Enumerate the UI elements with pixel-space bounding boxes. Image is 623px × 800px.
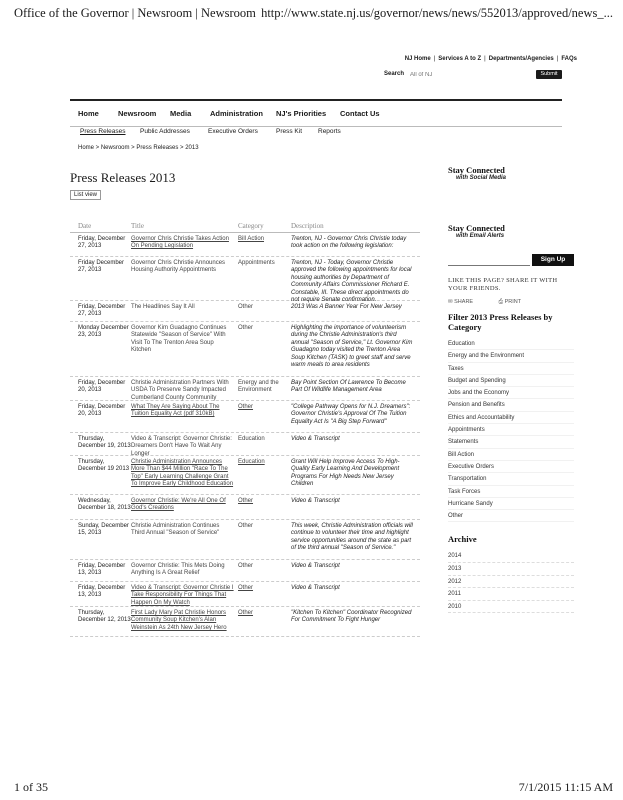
row-category[interactable]: Appointments	[238, 260, 275, 266]
row-title-link[interactable]: Video & Transcript: Governor Christie: Dreamers Don't Have To Wait Any Longer	[131, 436, 232, 457]
utility-separator: |	[556, 56, 559, 62]
row-description: Bay Point Section Of Lawrence To Become Part Of Wildlife Management Area	[291, 380, 406, 394]
table-row	[70, 301, 420, 322]
row-category[interactable]: Other	[238, 610, 254, 616]
subnav-public-addresses[interactable]: Public Addresses	[140, 128, 190, 135]
utility-link-services[interactable]: Services A to Z	[438, 56, 482, 62]
print-page-url: http://www.state.nj.us/governor/news/news/552013/approved/news_...	[261, 6, 613, 20]
row-date: Friday, December 20, 2013	[78, 404, 126, 418]
filter-title: Filter 2013 Press Releases by Category	[448, 312, 553, 332]
email-field[interactable]	[448, 253, 530, 266]
row-category[interactable]: Energy and the Environment	[238, 380, 279, 394]
row-description: This week, Christie Administration officials will continue to volunteer their time and highlight service opportunities around the state as part of the third annual "Season of Service."	[291, 523, 413, 552]
stay-connected-social-subtitle: with Social Media	[456, 175, 507, 181]
share-row	[448, 299, 574, 306]
filter-category-link[interactable]: Transportation	[448, 473, 574, 485]
print-page-title: Office of the Governor | Newsroom | Newsroom	[14, 6, 256, 20]
row-category[interactable]: Other	[238, 304, 254, 310]
row-date: Friday, December 27, 2013	[78, 304, 126, 318]
email-signup	[448, 253, 574, 267]
table-row	[70, 560, 420, 582]
table-row	[70, 495, 420, 520]
table-row	[70, 322, 420, 377]
breadcrumb[interactable]: Home > Newsroom > Press Releases > 2013	[78, 145, 199, 151]
filter-category-link[interactable]: Statements	[448, 436, 574, 448]
row-title-link[interactable]: Governor Chris Christie Announces Housing Authority Appointments	[131, 260, 226, 274]
filter-category-link[interactable]: Jobs and the Economy	[448, 387, 574, 399]
stay-connected-social-title: Stay Connected	[448, 165, 505, 175]
press-releases-table	[70, 221, 420, 637]
share-label: SHARE	[454, 299, 474, 305]
row-description: Trenton, NJ - Governor Chris Christie today took action on the following legislation:	[291, 236, 407, 250]
search-input[interactable]	[410, 70, 506, 79]
utility-separator: |	[484, 56, 486, 62]
header-date: Date	[78, 222, 92, 230]
table-row	[70, 520, 420, 560]
row-description: Trenton, NJ - Today, Governor Christie approved the following appointments for local housing authorities by Department of Community Affairs Commissioner Richard E. Constable, III. These direct appointments do not require Senate confirmation.	[291, 260, 412, 304]
utility-link-departments[interactable]: Departments/Agencies	[488, 56, 554, 62]
filter-category-link[interactable]: Pension and Benefits	[448, 399, 574, 411]
utility-link-nj-home[interactable]: NJ Home	[404, 56, 431, 62]
row-category[interactable]: Other	[238, 585, 254, 591]
archive-title: Archive	[448, 534, 477, 545]
subnav-reports[interactable]: Reports	[318, 128, 341, 135]
row-description: Highlighting the importance of volunteerism during the Christie Administration's third annual "Season of Service," Lt. Governor Kim Guadagno today visited the Trenton Area Soup Kitchen (TASK) to greet staff and serve warm meals to area residents	[291, 325, 413, 369]
page-title: Press Releases 2013	[70, 170, 176, 185]
row-date: Thursday, December 19, 2013	[78, 436, 131, 450]
filter-category-link[interactable]: Budget and Spending	[448, 375, 574, 387]
header-description: Description	[291, 222, 324, 230]
row-title-link[interactable]: First Lady Mary Pat Christie Honors Community Soup Kitchen's Alan Weinstein As 24th New Jersey Hero	[131, 610, 227, 631]
sub-nav	[70, 128, 562, 138]
header-category: Category	[238, 222, 264, 230]
print-button[interactable]: ⎙ PRINT	[498, 299, 522, 305]
row-title-link[interactable]: Governor Christie: This Mets Doing Anything Is A Great Relief	[131, 563, 225, 577]
row-title-link[interactable]: What They Are Saying About The Tuition Equality Act (pdf 310kB)	[131, 404, 220, 418]
nav-newsroom[interactable]: Newsroom	[118, 109, 157, 118]
print-datetime: 7/1/2015 11:15 AM	[518, 780, 613, 794]
row-category[interactable]: Bill Action	[238, 236, 265, 242]
row-category[interactable]: Other	[238, 563, 254, 569]
row-description: Video & Transcript	[291, 436, 340, 442]
archive-year-link[interactable]: 2013	[448, 563, 574, 576]
utility-nav	[405, 56, 577, 62]
nav-home[interactable]: Home	[78, 109, 99, 118]
row-title-link[interactable]: Governor Christie: We're All One Of God's Creations	[131, 498, 226, 512]
table-body	[70, 233, 420, 637]
row-date: Wednesday, December 18, 2013	[78, 498, 131, 512]
archive-year-link[interactable]: 2011	[448, 588, 574, 601]
stay-connected-email-subtitle: with Email Alerts	[456, 233, 505, 239]
row-description: "Kitchen To Kitchen" Coordinator Recognized For Commitment To Fight Hunger	[291, 610, 412, 624]
row-date: Friday, December 13, 2013	[78, 585, 126, 599]
row-date: Friday, December 27, 2013	[78, 236, 126, 250]
nav-contact-us[interactable]: Contact Us	[340, 109, 380, 118]
table-row	[70, 377, 420, 401]
sidebar	[448, 165, 574, 613]
sign-up-button[interactable]: Sign Up	[532, 254, 574, 266]
row-category[interactable]: Other	[238, 498, 254, 504]
utility-link-faqs[interactable]: FAQs	[561, 56, 577, 62]
filter-category-link[interactable]: Energy and the Environment	[448, 350, 574, 362]
print-footer	[14, 780, 613, 794]
table-header	[70, 221, 420, 233]
nav-media[interactable]: Media	[170, 109, 192, 118]
table-row	[70, 433, 420, 456]
filter-category-link[interactable]: Bill Action	[448, 449, 574, 461]
search-submit-button[interactable]: Submit	[536, 70, 562, 79]
row-description: 2013 Was A Banner Year For New Jersey	[291, 304, 402, 310]
table-row	[70, 401, 420, 433]
filter-category-link[interactable]: Ethics and Accountability	[448, 412, 574, 424]
filter-category-link[interactable]: Executive Orders	[448, 461, 574, 473]
row-date: Friday December 27, 2013	[78, 260, 125, 274]
archive-year-link[interactable]: 2010	[448, 601, 574, 614]
filter-category-link[interactable]: Other	[448, 510, 574, 522]
share-button[interactable]: ✉ SHARE	[448, 299, 474, 305]
row-category[interactable]: Education	[238, 459, 265, 465]
search-label: Search	[384, 71, 405, 77]
row-date: Thursday, December 12, 2013	[78, 610, 131, 624]
row-description: Video & Transcript	[291, 563, 340, 569]
row-title-link[interactable]: Governor Kim Guadagno Continues Statewide "Season of Service" With Visit To The Trenton Area Soup Kitchen	[131, 325, 227, 354]
row-category[interactable]: Other	[238, 404, 254, 410]
table-row	[70, 233, 420, 257]
utility-separator: |	[433, 56, 436, 62]
row-description: Video & Transcript	[291, 498, 340, 504]
filter-category-link[interactable]: Education	[448, 338, 574, 350]
archive-year-link[interactable]: 2014	[448, 550, 574, 563]
row-description: Video & Transcript	[291, 585, 340, 591]
print-label: PRINT	[504, 299, 522, 305]
row-title-link[interactable]: Christie Administration Continues Third Annual "Season of Service"	[131, 523, 220, 537]
row-category[interactable]: Other	[238, 523, 254, 529]
row-title-link[interactable]: Governor Chris Christie Takes Action On Pending Legislation	[131, 236, 229, 250]
subnav-executive-orders[interactable]: Executive Orders	[208, 128, 258, 135]
filter-category-link[interactable]: Hurricane Sandy	[448, 498, 574, 510]
row-title-link[interactable]: The Headlines Say It All	[131, 304, 195, 310]
filter-category-link[interactable]: Taxes	[448, 363, 574, 375]
row-description: Grant Will Help Improve Access To High-Quality Early Learning And Development Programs For High Needs New Jersey Children	[291, 459, 400, 488]
nav-nj-priorities[interactable]: NJ's Priorities	[276, 109, 327, 118]
table-row	[70, 582, 420, 607]
row-date: Friday, December 13, 2013	[78, 563, 126, 577]
filter-category-link[interactable]: Appointments	[448, 424, 574, 436]
row-title-link[interactable]: Christie Administration Partners With USDA To Preserve Sandy Impacted Cumberland County Community	[131, 380, 229, 401]
filter-category-link[interactable]: Task Forces	[448, 486, 574, 498]
main-nav	[70, 99, 562, 127]
row-date: Friday, December 20, 2013	[78, 380, 126, 394]
row-date: Sunday, December 15, 2013	[78, 523, 129, 537]
archive-year-link[interactable]: 2012	[448, 576, 574, 589]
row-date: Monday December 23, 2013	[78, 325, 129, 339]
filter-list	[448, 338, 574, 522]
search-bar	[384, 70, 562, 80]
table-row	[70, 607, 420, 637]
nav-administration[interactable]: Administration	[210, 109, 263, 118]
archive-list	[448, 550, 574, 613]
page-count: 1 of 35	[14, 780, 48, 794]
list-view-button[interactable]: List view	[70, 190, 101, 200]
table-row	[70, 456, 420, 495]
row-category[interactable]: Other	[238, 325, 254, 331]
subnav-press-releases[interactable]: Press Releases	[80, 128, 126, 135]
row-date: Thursday, December 19 2013	[78, 459, 130, 473]
row-title-link[interactable]: Christie Administration Announces More Than $44 Million "Race To The Top" Early Learning Challenge Grant To Improve Early Childhood Education	[131, 459, 234, 488]
table-row	[70, 257, 420, 304]
header-title: Title	[131, 222, 144, 230]
subnav-press-kit[interactable]: Press Kit	[276, 128, 303, 135]
row-title-link[interactable]: Video & Transcript: Governor Christie I Take Responsibility For Things That Happen On My Watch	[131, 585, 234, 606]
print-header	[14, 6, 613, 22]
stay-connected-email-title: Stay Connected	[448, 223, 505, 233]
row-description: "College Pathway Opens for N.J. Dreamers": Governor Christie's Approval Of The Tuition Equality Act Is "A Big Step Forward"	[291, 404, 411, 425]
share-prompt: LIKE THIS PAGE? SHARE IT WITH YOUR FRIENDS.	[448, 277, 558, 292]
row-category[interactable]: Education	[238, 436, 265, 442]
